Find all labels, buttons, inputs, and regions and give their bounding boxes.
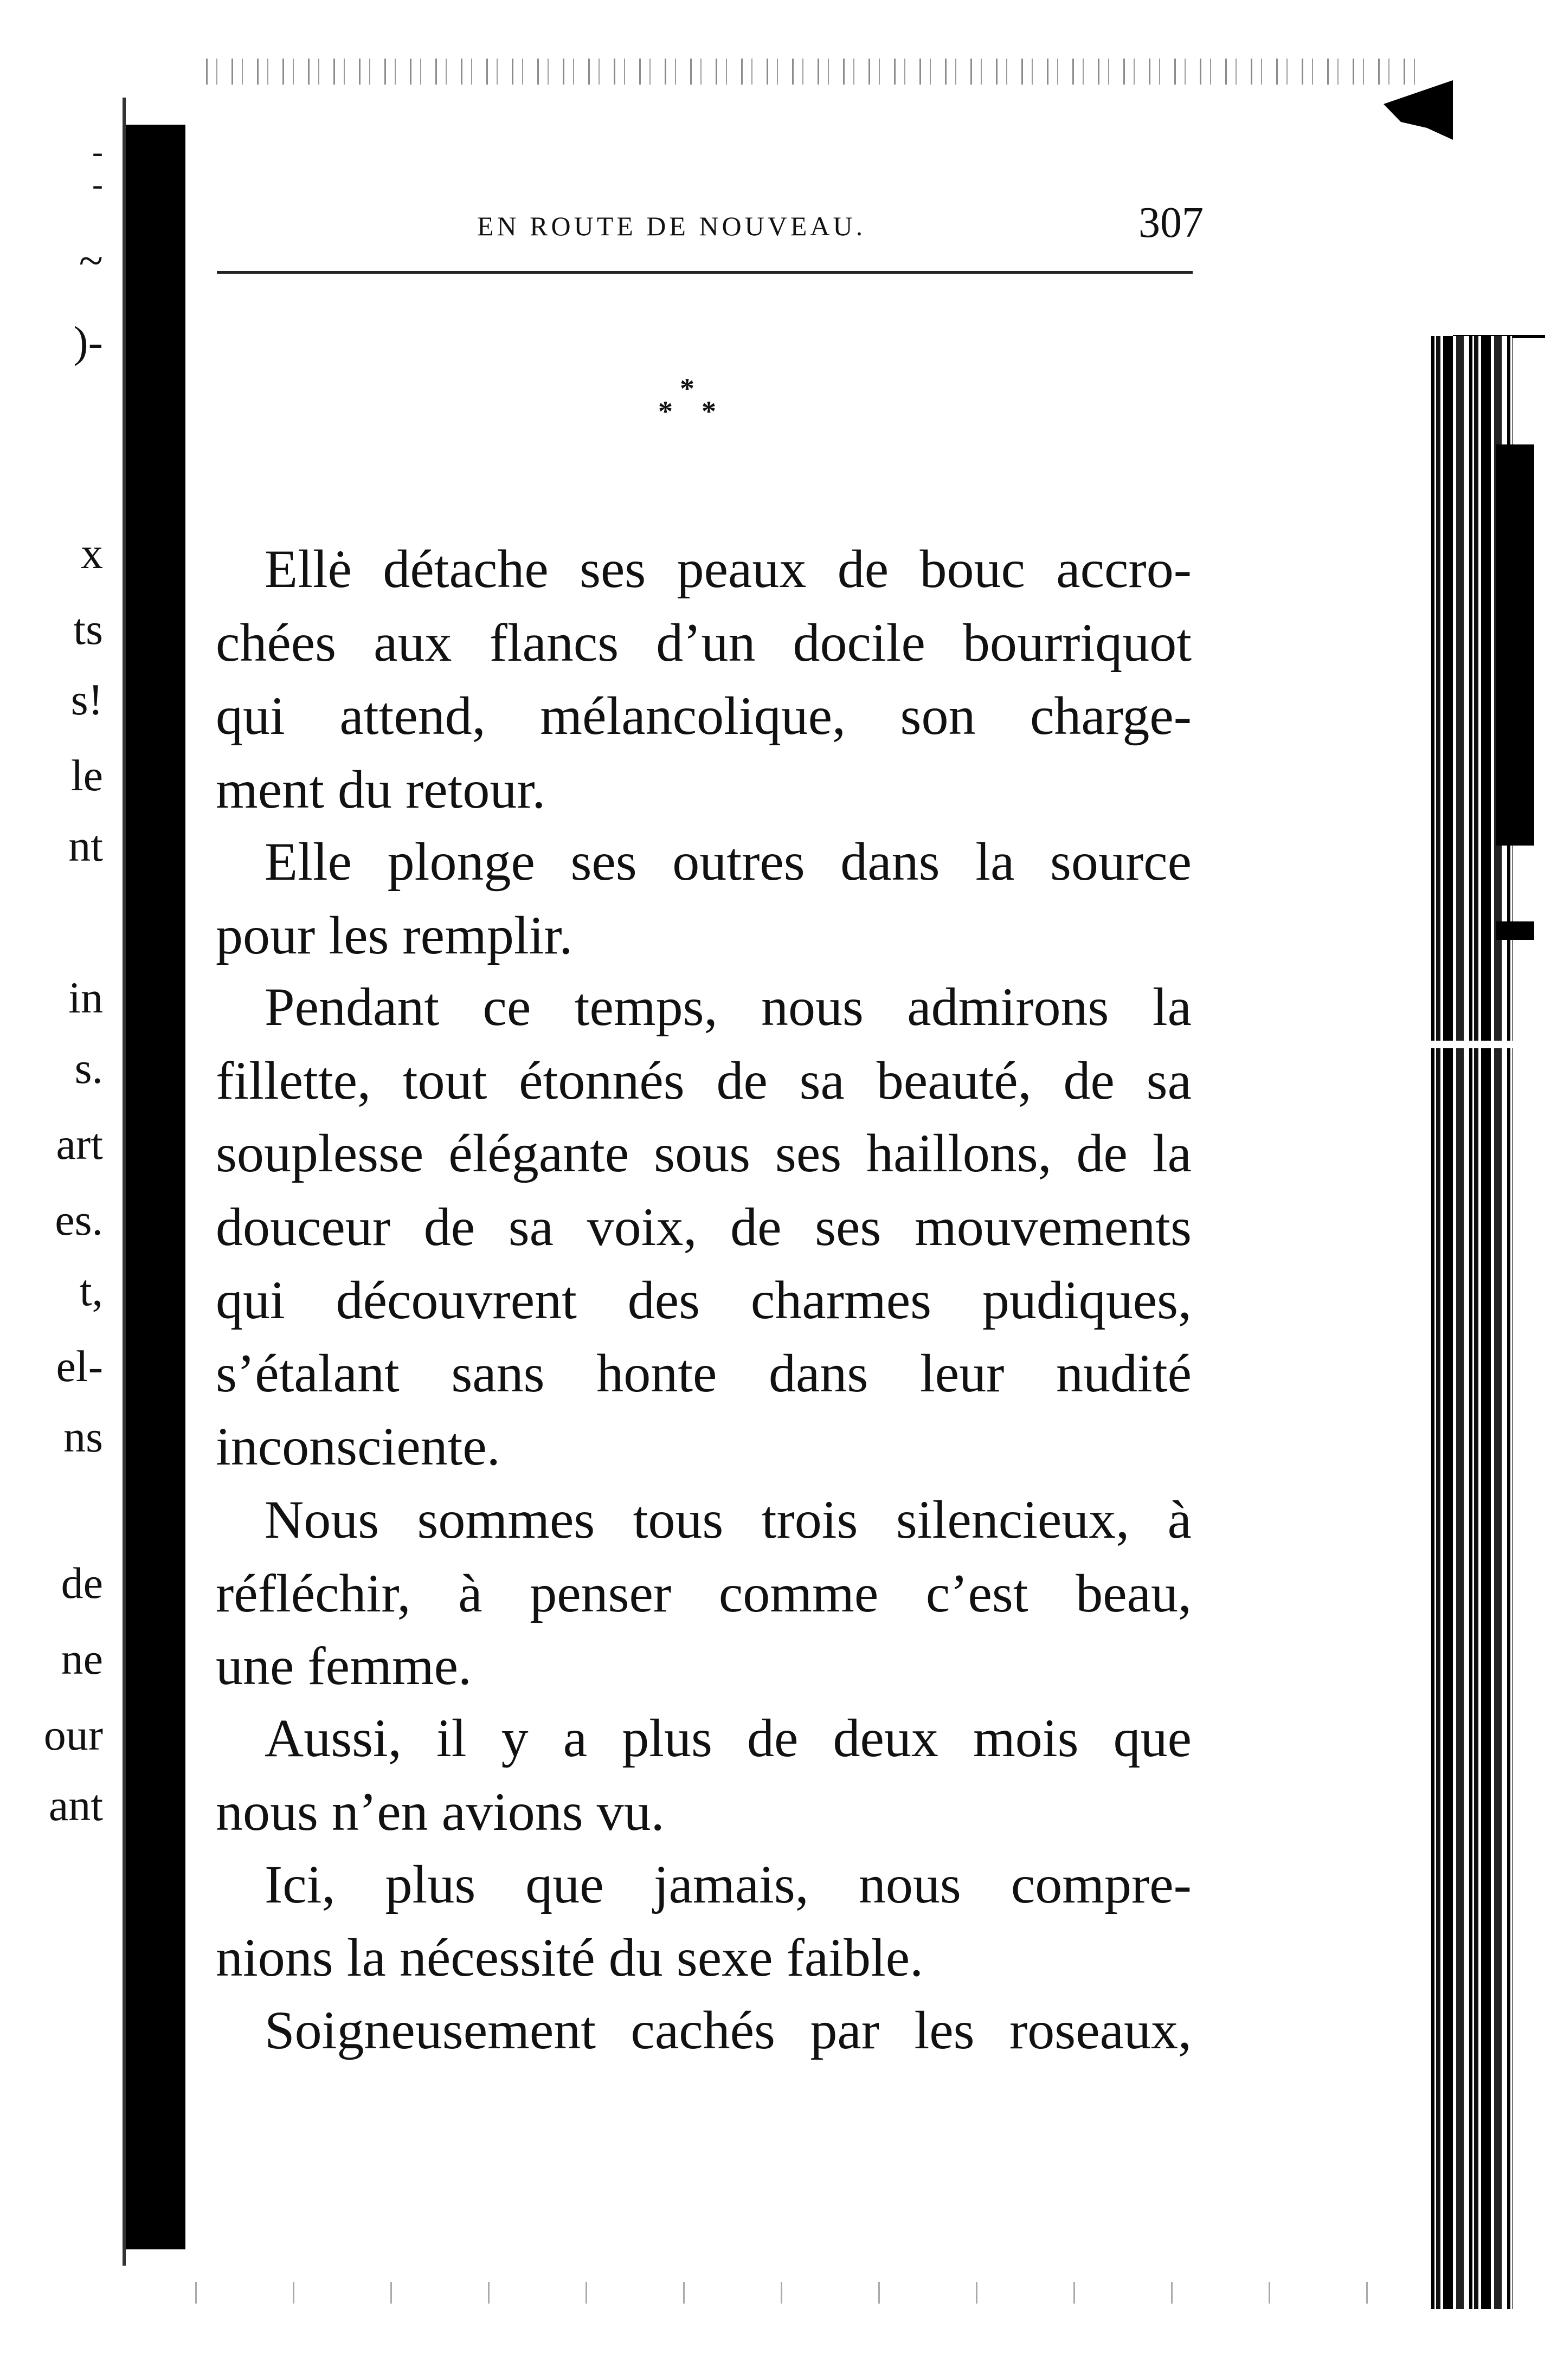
- text-line: Elle plonge ses outres dans la source: [265, 831, 1192, 892]
- facing-fragment: de: [61, 1558, 103, 1608]
- text-line: une femme.: [216, 1636, 472, 1696]
- facing-fragment: s.: [74, 1043, 103, 1093]
- facing-fragment: our: [43, 1710, 103, 1759]
- text-line: Pendant ce temps, nous admirons la: [265, 977, 1192, 1037]
- text-line: Nous sommes tous trois silencieux, à: [265, 1489, 1192, 1550]
- facing-fragment: -: [92, 134, 103, 170]
- facing-fragment: ne: [61, 1634, 103, 1684]
- facing-fragment: es.: [55, 1195, 103, 1244]
- right-edge-gap: [1431, 1041, 1513, 1048]
- header-rule: [217, 271, 1193, 274]
- facing-fragment: ts: [73, 604, 103, 654]
- right-edge-dark-block: [1496, 444, 1534, 846]
- facing-fragment: le: [70, 751, 103, 800]
- asterism-ornament: [656, 374, 721, 434]
- gutter-shadow-bar: [126, 125, 185, 2249]
- text-line: inconsciente.: [216, 1416, 500, 1476]
- text-line: nous n’en avions vu.: [216, 1782, 665, 1842]
- text-line: Ellė détache ses peaux de bouc accro-: [265, 539, 1192, 599]
- facing-fragment: nt: [68, 821, 103, 870]
- facing-fragment: ~: [79, 236, 103, 285]
- facing-fragment: in: [68, 973, 103, 1022]
- asterism-star-left: *: [658, 395, 673, 428]
- text-line: qui découvrent des charmes pudiques,: [216, 1270, 1192, 1330]
- top-scan-noise: [206, 59, 1420, 85]
- facing-fragment: )-: [73, 317, 103, 366]
- text-line: qui attend, mélancolique, son charge-: [216, 686, 1192, 746]
- bottom-scan-noise: [163, 2282, 1410, 2304]
- facing-fragment: art: [56, 1119, 103, 1169]
- text-line: s’étalant sans honte dans leur nudité: [216, 1343, 1192, 1403]
- facing-fragment: ns: [63, 1412, 103, 1461]
- asterism-star-right: *: [702, 395, 716, 428]
- facing-fragment: el-: [56, 1341, 103, 1391]
- corner-scan-blot: [1366, 80, 1453, 140]
- text-line: ment du retour.: [216, 759, 546, 820]
- text-line: réfléchir, à penser comme c’est beau,: [216, 1563, 1192, 1623]
- right-edge-tick: [1496, 921, 1534, 940]
- asterism-star-top: *: [680, 372, 694, 405]
- facing-fragment: -: [92, 166, 103, 202]
- text-line: Aussi, il y a plus de deux mois que: [265, 1708, 1192, 1768]
- text-line: fillette, tout étonnés de sa beauté, de sa: [216, 1050, 1192, 1111]
- page-number: 307: [1138, 199, 1204, 247]
- facing-fragment: ant: [48, 1781, 103, 1830]
- facing-fragment: x: [81, 528, 103, 578]
- text-line: douceur de sa voix, de ses mouvements: [216, 1197, 1192, 1257]
- text-line: chées aux flancs d’un docile bourriquot: [216, 612, 1192, 673]
- facing-fragment: s!: [70, 675, 103, 724]
- text-line: souplesse élégante sous ses haillons, de la: [216, 1123, 1192, 1183]
- text-line: Soigneusement cachés par les roseaux,: [265, 2000, 1192, 2060]
- facing-fragment: t,: [79, 1266, 103, 1315]
- running-title: EN ROUTE DE NOUVEAU.: [477, 211, 866, 241]
- text-line: Ici, plus que jamais, nous compre-: [265, 1854, 1192, 1914]
- text-line: pour les remplir.: [216, 905, 573, 965]
- text-line: nions la nécessité du sexe faible.: [216, 1927, 924, 1988]
